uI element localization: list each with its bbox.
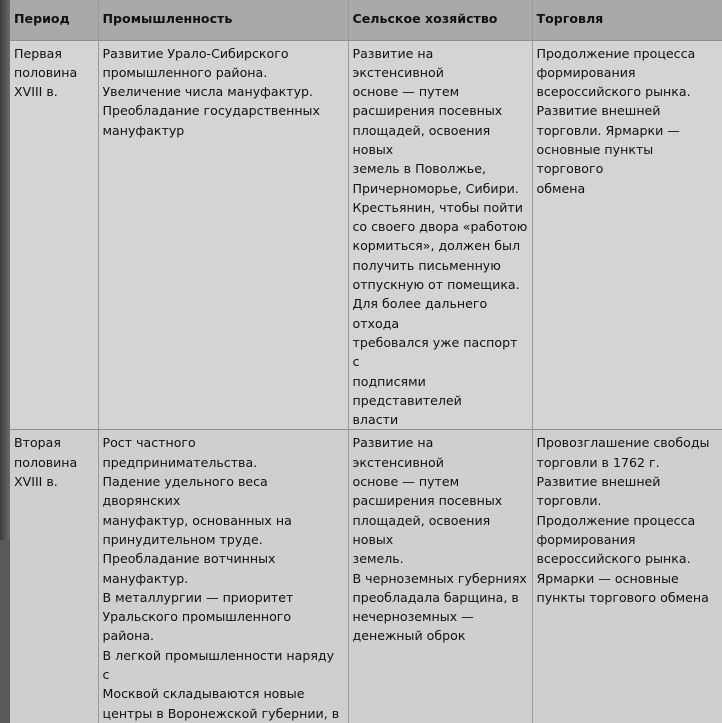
cell-agriculture: Развитие на экстенсивной основе — путем расширения посевных площадей, освоения новых земель в Поволжье, Причерноморье, Сибири. Крестьянин, чтобы пойти со своего двора «работою кормиться», должен был получить письменную отпускную от помещика. Для более дальнего отхода требовался уже паспорт с подписями представителей власти (348, 40, 532, 430)
header-row (10, 0, 722, 40)
cell-trade: Провозглашение свободы торговли в 1762 г. Развитие внешней торговли. Продолжение процесса формирования всероссийского рынка. Ярмарки — основные пункты торгового обмена (532, 430, 722, 723)
header-period: Период (14, 11, 70, 26)
table-row (10, 430, 722, 723)
cell-industry: Рост частного предпринимательства. Падение удельного веса дворянских мануфактур, основанных на принудительном труде. Преобладание вотчинных мануфактур. В металлургии — приоритет Уральского промышленного района. В легкой промышленности наряду с Москвой складываются новые центры в Воронежской губернии, в (98, 430, 348, 723)
cell-trade: Продолжение процесса формирования всероссийского рынка. Развитие внешней торговли. Ярмарки — основные пункты торгового обмена (532, 40, 722, 430)
history-table (10, 0, 722, 723)
cell-industry: Развитие Урало-Сибирского промышленного района. Увеличение числа мануфактур. Преобладание государственных мануфактур (98, 40, 348, 430)
table-row (10, 40, 722, 430)
cell-period: Первая половина XVIII в. (14, 45, 78, 100)
header-industry: Промышленность (98, 0, 348, 40)
cell-agriculture: Развитие на экстенсивной основе — путем расширения посевных площадей, освоения новых земель. В черноземных губерниях преобладала барщина, в нечерноземных — денежный оброк (348, 430, 532, 723)
slide-edge-shadow (0, 0, 10, 540)
table-frame (10, 0, 720, 721)
header-agriculture: Сельское хозяйство (348, 0, 532, 40)
header-trade: Торговля (532, 0, 722, 40)
cell-period: Вторая половина XVIII в. (14, 435, 78, 490)
